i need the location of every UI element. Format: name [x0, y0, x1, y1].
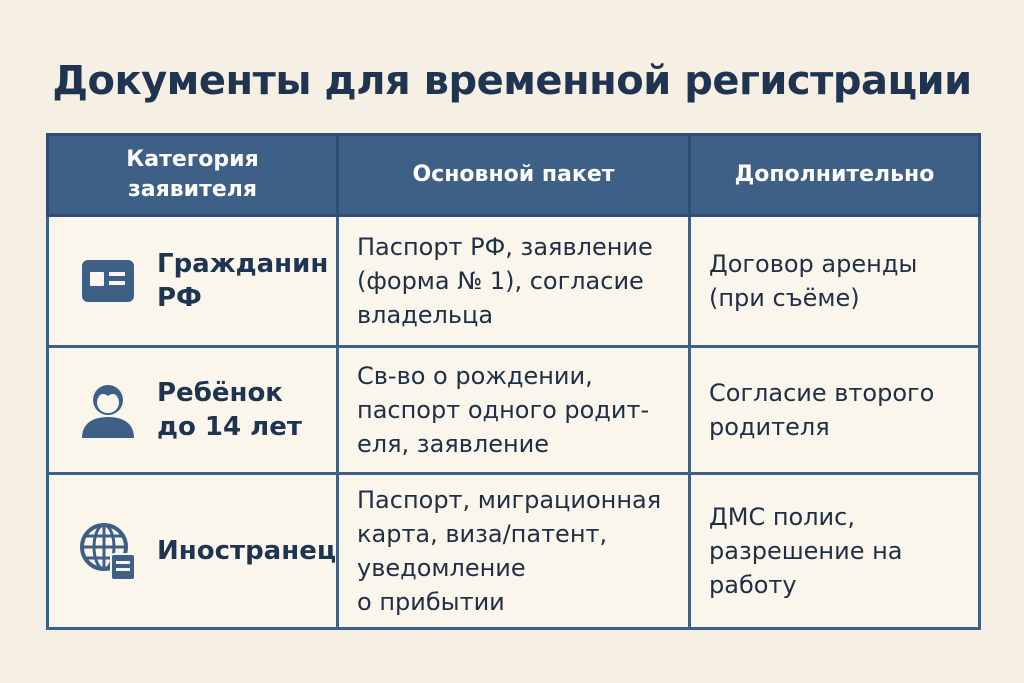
- person-icon: [77, 379, 139, 441]
- table-header-row: [48, 135, 980, 216]
- main-package-cell: Св-во о рождении, паспорт одного родит- еля, заявление: [338, 347, 690, 474]
- main-package-cell: Паспорт, миграционная карта, виза/патент, уведомление о прибытии: [338, 474, 690, 629]
- extra-cell: Договор аренды (при съёме): [690, 216, 980, 347]
- main-package-cell: Паспорт РФ, заявление (форма № 1), согласие владельца: [338, 216, 690, 347]
- table-row: [48, 347, 980, 474]
- id-card-icon: [77, 250, 139, 312]
- column-header-extra: Дополнительно: [690, 135, 980, 216]
- category-label: Гражданин РФ: [157, 249, 329, 313]
- category-label: Иностранец: [157, 536, 337, 566]
- extra-cell: Согласие второго родителя: [690, 347, 980, 474]
- category-cell: [48, 474, 338, 629]
- table-row: [48, 474, 980, 629]
- column-header-main: Основной пакет: [338, 135, 690, 216]
- page-title: Документы для временной регистрации: [52, 58, 972, 104]
- table-row: [48, 216, 980, 347]
- column-header-category: Категория заявителя: [48, 135, 338, 216]
- category-label: Ребёнок до 14 лет: [157, 378, 302, 442]
- category-cell: [48, 216, 338, 347]
- documents-table: [46, 133, 981, 630]
- category-cell: [48, 347, 338, 474]
- extra-cell: ДМС полис, разрешение на работу: [690, 474, 980, 629]
- globe-document-icon: [77, 520, 139, 582]
